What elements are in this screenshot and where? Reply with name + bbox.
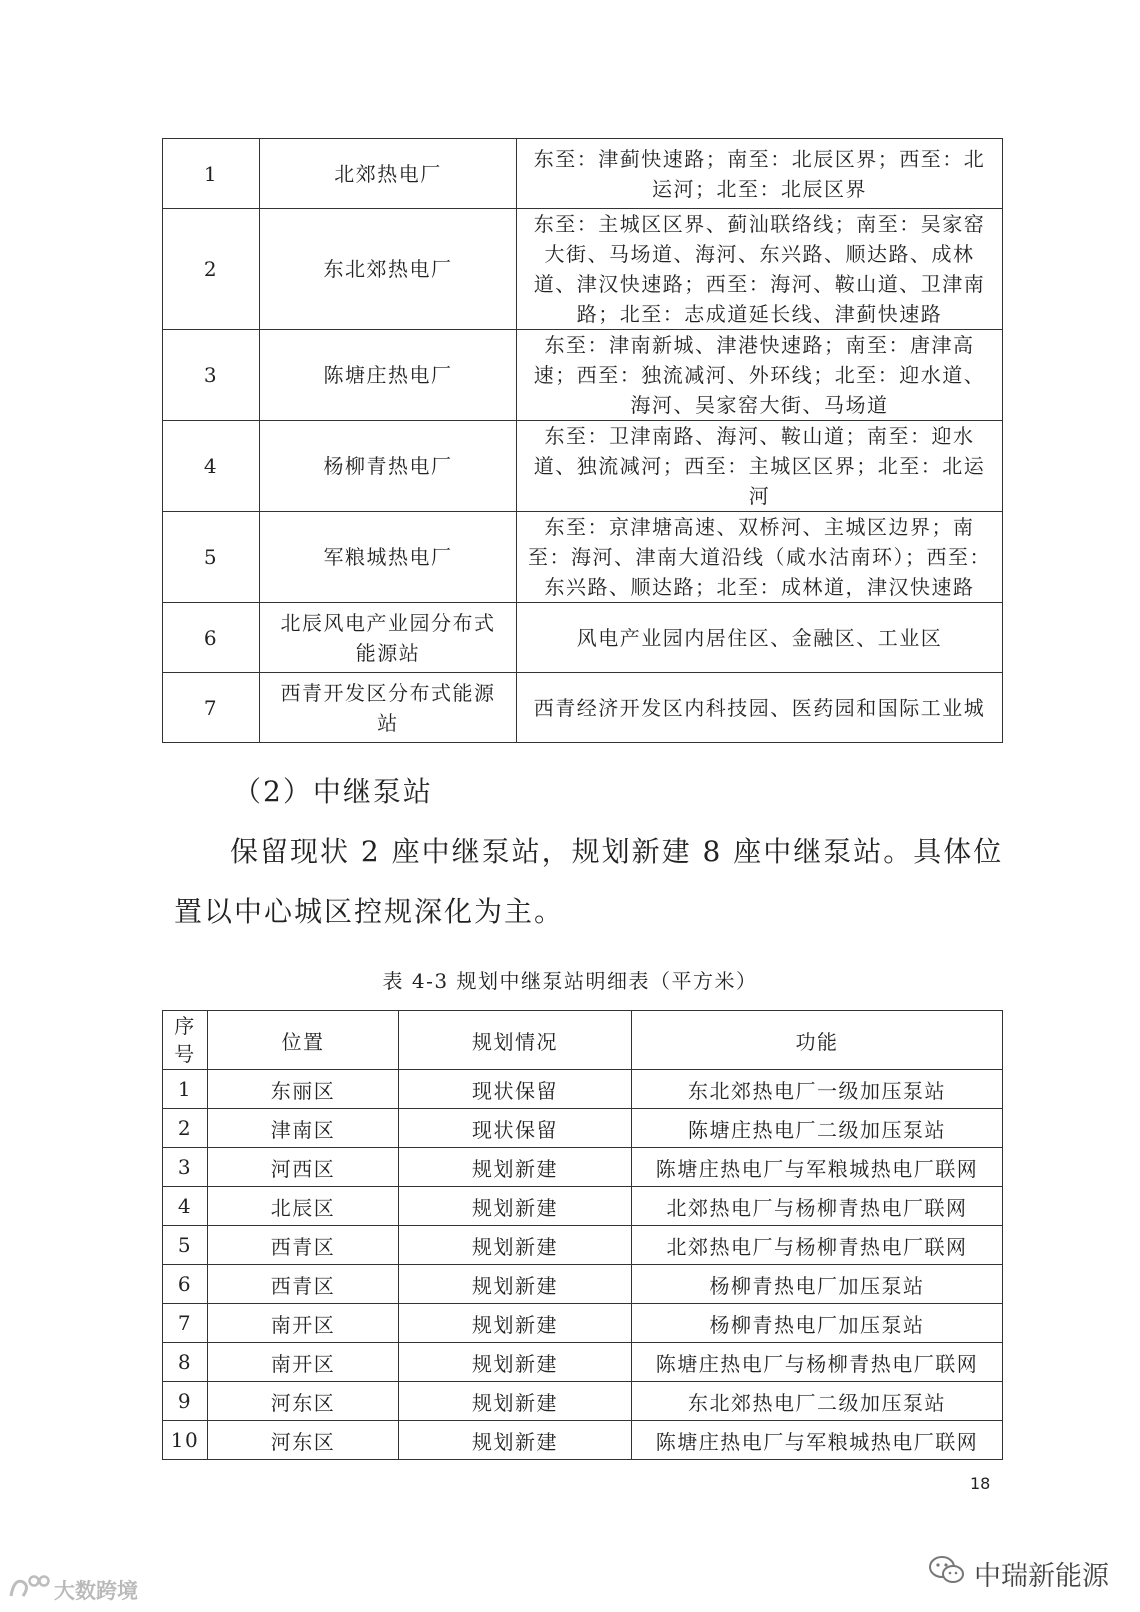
table-row	[163, 1109, 1003, 1148]
cell-heat-source: 军粮城热电厂	[260, 512, 517, 603]
cell-no: 2	[163, 1109, 208, 1148]
cell-heat-source: 北辰风电产业园分布式能源站	[260, 603, 517, 673]
cell-no: 4	[163, 1187, 208, 1226]
cell-supply-scope: 风电产业园内居住区、金融区、工业区	[517, 603, 1003, 673]
cell-plan: 规划新建	[399, 1382, 632, 1421]
table-row	[163, 1304, 1003, 1343]
table-row	[163, 512, 1003, 603]
section-heading: （2）中继泵站	[233, 775, 433, 808]
watermark-left-text: 大数跨境	[54, 1578, 138, 1603]
header-cell-plan: 规划情况	[399, 1011, 632, 1070]
watermark-left	[8, 1572, 138, 1607]
cell-function: 东北郊热电厂二级加压泵站	[632, 1382, 1003, 1421]
cell-location: 河东区	[208, 1382, 399, 1421]
relay-pump-station-table	[162, 1010, 1003, 1460]
cell-supply-scope: 东至：卫津南路、海河、鞍山道；南至：迎水道、独流减河；西至：主城区区界；北至：北运河	[517, 421, 1003, 512]
cell-plan: 规划新建	[399, 1421, 632, 1460]
watermark-right	[928, 1554, 1109, 1593]
cell-no: 5	[163, 512, 260, 603]
table-row	[163, 1265, 1003, 1304]
table-caption: 表 4-3 规划中继泵站明细表（平方米）	[382, 969, 758, 993]
cell-no: 1	[163, 139, 260, 209]
page-number: 18	[970, 1474, 991, 1493]
cell-location: 河东区	[208, 1421, 399, 1460]
heat-source-table	[162, 138, 1003, 743]
cell-plan: 规划新建	[399, 1226, 632, 1265]
table-row	[163, 1382, 1003, 1421]
cell-function: 北郊热电厂与杨柳青热电厂联网	[632, 1226, 1003, 1265]
cell-function: 陈塘庄热电厂与军粮城热电厂联网	[632, 1148, 1003, 1187]
cell-plan: 规划新建	[399, 1343, 632, 1382]
cell-heat-source: 杨柳青热电厂	[260, 421, 517, 512]
table-row	[163, 1148, 1003, 1187]
cell-no: 7	[163, 1304, 208, 1343]
cell-function: 陈塘庄热电厂与军粮城热电厂联网	[632, 1421, 1003, 1460]
cell-no: 9	[163, 1382, 208, 1421]
cell-plan: 规划新建	[399, 1265, 632, 1304]
cell-plan: 规划新建	[399, 1148, 632, 1187]
cell-heat-source: 北郊热电厂	[260, 139, 517, 209]
cell-no: 4	[163, 421, 260, 512]
cell-location: 南开区	[208, 1304, 399, 1343]
cell-supply-scope: 东至：主城区区界、蓟汕联络线；南至：吴家窑大街、马场道、海河、东兴路、顺达路、成林道、津汉快速路；西至：海河、鞍山道、卫津南路；北至：志成道延长线、津蓟快速路	[517, 209, 1003, 330]
table-row	[163, 209, 1003, 330]
cell-supply-scope: 西青经济开发区内科技园、医药园和国际工业城	[517, 673, 1003, 743]
body-paragraph-line-1: 保留现状 2 座中继泵站，规划新建 8 座中继泵站。具体位	[230, 835, 1004, 868]
cell-heat-source: 陈塘庄热电厂	[260, 330, 517, 421]
table-row	[163, 1070, 1003, 1109]
table-row	[163, 421, 1003, 512]
table-row	[163, 1226, 1003, 1265]
cell-no: 1	[163, 1070, 208, 1109]
cell-location: 东丽区	[208, 1070, 399, 1109]
cell-function: 陈塘庄热电厂与杨柳青热电厂联网	[632, 1343, 1003, 1382]
cell-supply-scope: 东至：津南新城、津港快速路；南至：唐津高速；西至：独流减河、外环线；北至：迎水道、海河、吴家窑大街、马场道	[517, 330, 1003, 421]
cell-location: 津南区	[208, 1109, 399, 1148]
table-row	[163, 139, 1003, 209]
header-cell-function: 功能	[632, 1011, 1003, 1070]
body-paragraph-line-2: 置以中心城区控规深化为主。	[174, 895, 565, 928]
cell-plan: 现状保留	[399, 1109, 632, 1148]
cell-supply-scope: 东至：京津塘高速、双桥河、主城区边界；南至：海河、津南大道沿线（咸水沽南环）；西至：东兴路、顺达路；北至：成林道，津汉快速路	[517, 512, 1003, 603]
table-row	[163, 603, 1003, 673]
cell-function: 陈塘庄热电厂二级加压泵站	[632, 1109, 1003, 1148]
cell-no: 10	[163, 1421, 208, 1460]
cell-heat-source: 东北郊热电厂	[260, 209, 517, 330]
cell-location: 西青区	[208, 1226, 399, 1265]
header-cell-location: 位置	[208, 1011, 399, 1070]
cell-no: 6	[163, 1265, 208, 1304]
cell-no: 6	[163, 603, 260, 673]
cell-no: 7	[163, 673, 260, 743]
table-header-row	[163, 1011, 1003, 1070]
table-row	[163, 1187, 1003, 1226]
watermark-right-text: 中瑞新能源	[974, 1561, 1109, 1592]
cell-no: 2	[163, 209, 260, 330]
cell-no: 8	[163, 1343, 208, 1382]
table-row	[163, 330, 1003, 421]
cell-no: 3	[163, 330, 260, 421]
table-row	[163, 1421, 1003, 1460]
cell-function: 杨柳青热电厂加压泵站	[632, 1304, 1003, 1343]
header-cell-no: 序号	[163, 1011, 208, 1070]
cell-location: 南开区	[208, 1343, 399, 1382]
table-row	[163, 1343, 1003, 1382]
cell-plan: 现状保留	[399, 1070, 632, 1109]
cell-location: 北辰区	[208, 1187, 399, 1226]
cell-function: 北郊热电厂与杨柳青热电厂联网	[632, 1187, 1003, 1226]
cell-plan: 规划新建	[399, 1187, 632, 1226]
cell-location: 河西区	[208, 1148, 399, 1187]
cell-function: 东北郊热电厂一级加压泵站	[632, 1070, 1003, 1109]
cell-function: 杨柳青热电厂加压泵站	[632, 1265, 1003, 1304]
table-row	[163, 673, 1003, 743]
cell-plan: 规划新建	[399, 1304, 632, 1343]
cell-no: 3	[163, 1148, 208, 1187]
dashu-logo-icon	[8, 1572, 50, 1607]
cell-supply-scope: 东至：津蓟快速路；南至：北辰区界；西至：北运河；北至：北辰区界	[517, 139, 1003, 209]
cell-location: 西青区	[208, 1265, 399, 1304]
wechat-icon	[928, 1554, 966, 1593]
cell-heat-source: 西青开发区分布式能源站	[260, 673, 517, 743]
cell-no: 5	[163, 1226, 208, 1265]
